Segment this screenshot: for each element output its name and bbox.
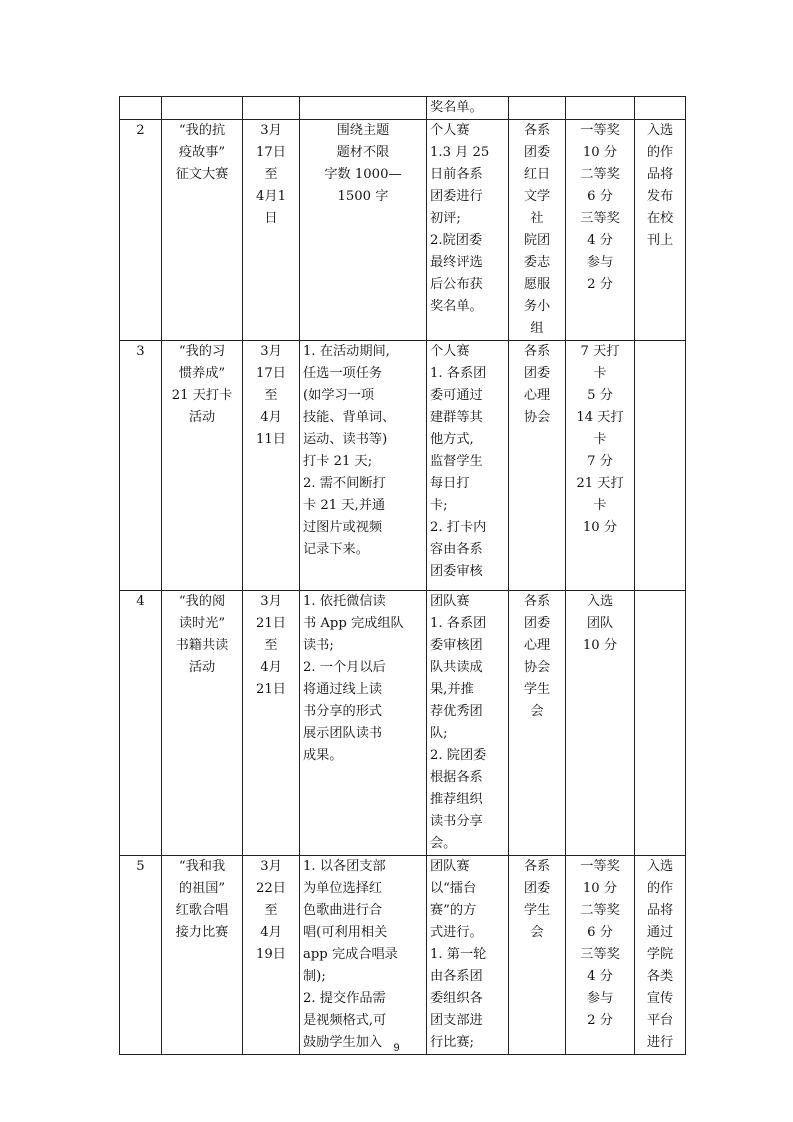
cell-content: 围绕主题 题材不限 字数 1000— 1500 字	[300, 120, 427, 341]
cell-score: 7 天打 卡 5 分 14 天打 卡 7 分 21 天打 卡 10 分	[566, 341, 635, 591]
cell-organizer: 各系 团委 心理 协会	[509, 341, 566, 591]
cell-format: 团队赛 以“擂台 赛”的方 式进行。 1. 第一轮 由各系团 委组织各 团支部进 行比赛;	[427, 856, 509, 1055]
cell-content: 1. 以各团支部 为单位选择红 色歌曲进行合 唱(可利用相关 app 完成合唱录 制); 2. 提交作品需 是视频格式,可 鼓励学生加入	[300, 856, 427, 1055]
cell-name: “我的抗 疫故事” 征文大赛	[162, 120, 243, 341]
cell-format: 团队赛 1. 各系团 委审核团 队共读成 果,并推 荐优秀团 队; 2. 院团委 根据各系 推荐组织 读书分享 会。	[427, 591, 509, 856]
cell-remark	[635, 97, 686, 120]
cell-score: 一等奖 10 分 二等奖 6 分 三等奖 4 分 参与 2 分	[566, 120, 635, 341]
cell-time: 3月 17日 至 4月 11日	[243, 341, 300, 591]
cell-time: 3月 17日 至 4月1 日	[243, 120, 300, 341]
cell-score	[566, 97, 635, 120]
cell-score: 入选 团队 10 分	[566, 591, 635, 856]
cell-no: 4	[120, 591, 162, 856]
table-row	[120, 341, 686, 591]
cell-time: 3月 22日 至 4月 19日	[243, 856, 300, 1055]
cell-remark: 入选 的作 品将 通过 学院 各类 宣传 平台 进行	[635, 856, 686, 1055]
cell-organizer: 各系 团委 心理 协会 学生 会	[509, 591, 566, 856]
cell-no: 5	[120, 856, 162, 1055]
table-row	[120, 120, 686, 341]
cell-organizer	[509, 97, 566, 120]
cell-time	[243, 97, 300, 120]
cell-content	[300, 97, 427, 120]
cell-organizer: 各系 团委 学生 会	[509, 856, 566, 1055]
cell-format: 个人赛 1. 各系团 委可通过 建群等其 他方式, 监督学生 每日打 卡; 2. 打卡内 容由各系 团委审核	[427, 341, 509, 591]
table-row	[120, 591, 686, 856]
page-number: 9	[393, 1042, 400, 1054]
cell-format: 个人赛 1.3 月 25 日前各系 团委进行 初评; 2.院团委 最终评选 后公布获 奖名单。	[427, 120, 509, 341]
cell-no: 3	[120, 341, 162, 591]
cell-score: 一等奖 10 分 二等奖 6 分 三等奖 4 分 参与 2 分	[566, 856, 635, 1055]
table-row	[120, 97, 686, 120]
activity-table	[119, 96, 686, 1055]
cell-content: 1. 在活动期间, 任选一项任务 (如学习一项 技能、背单词、 运动、读书等) 打卡 21 天; 2. 需不间断打 卡 21 天,并通 过图片或视频 记录下来。	[300, 341, 427, 591]
table-row	[120, 856, 686, 1055]
cell-organizer: 各系 团委 红日 文学 社 院团 委志 愿服 务小 组	[509, 120, 566, 341]
cell-format: 奖名单。	[427, 97, 509, 120]
cell-time: 3月 21日 至 4月 21日	[243, 591, 300, 856]
cell-name: “我的习 惯养成” 21 天打卡 活动	[162, 341, 243, 591]
cell-no: 2	[120, 120, 162, 341]
cell-name: “我的阅 读时光” 书籍共读 活动	[162, 591, 243, 856]
cell-remark	[635, 341, 686, 591]
cell-name	[162, 97, 243, 120]
cell-remark: 入选 的作 品将 发布 在校 刊上	[635, 120, 686, 341]
cell-name: “我和我 的祖国” 红歌合唱 接力比赛	[162, 856, 243, 1055]
cell-content: 1. 依托微信读 书 App 完成组队 读书; 2. 一个月以后 将通过线上读 书分享的形式 展示团队读书 成果。	[300, 591, 427, 856]
cell-no	[120, 97, 162, 120]
cell-remark	[635, 591, 686, 856]
